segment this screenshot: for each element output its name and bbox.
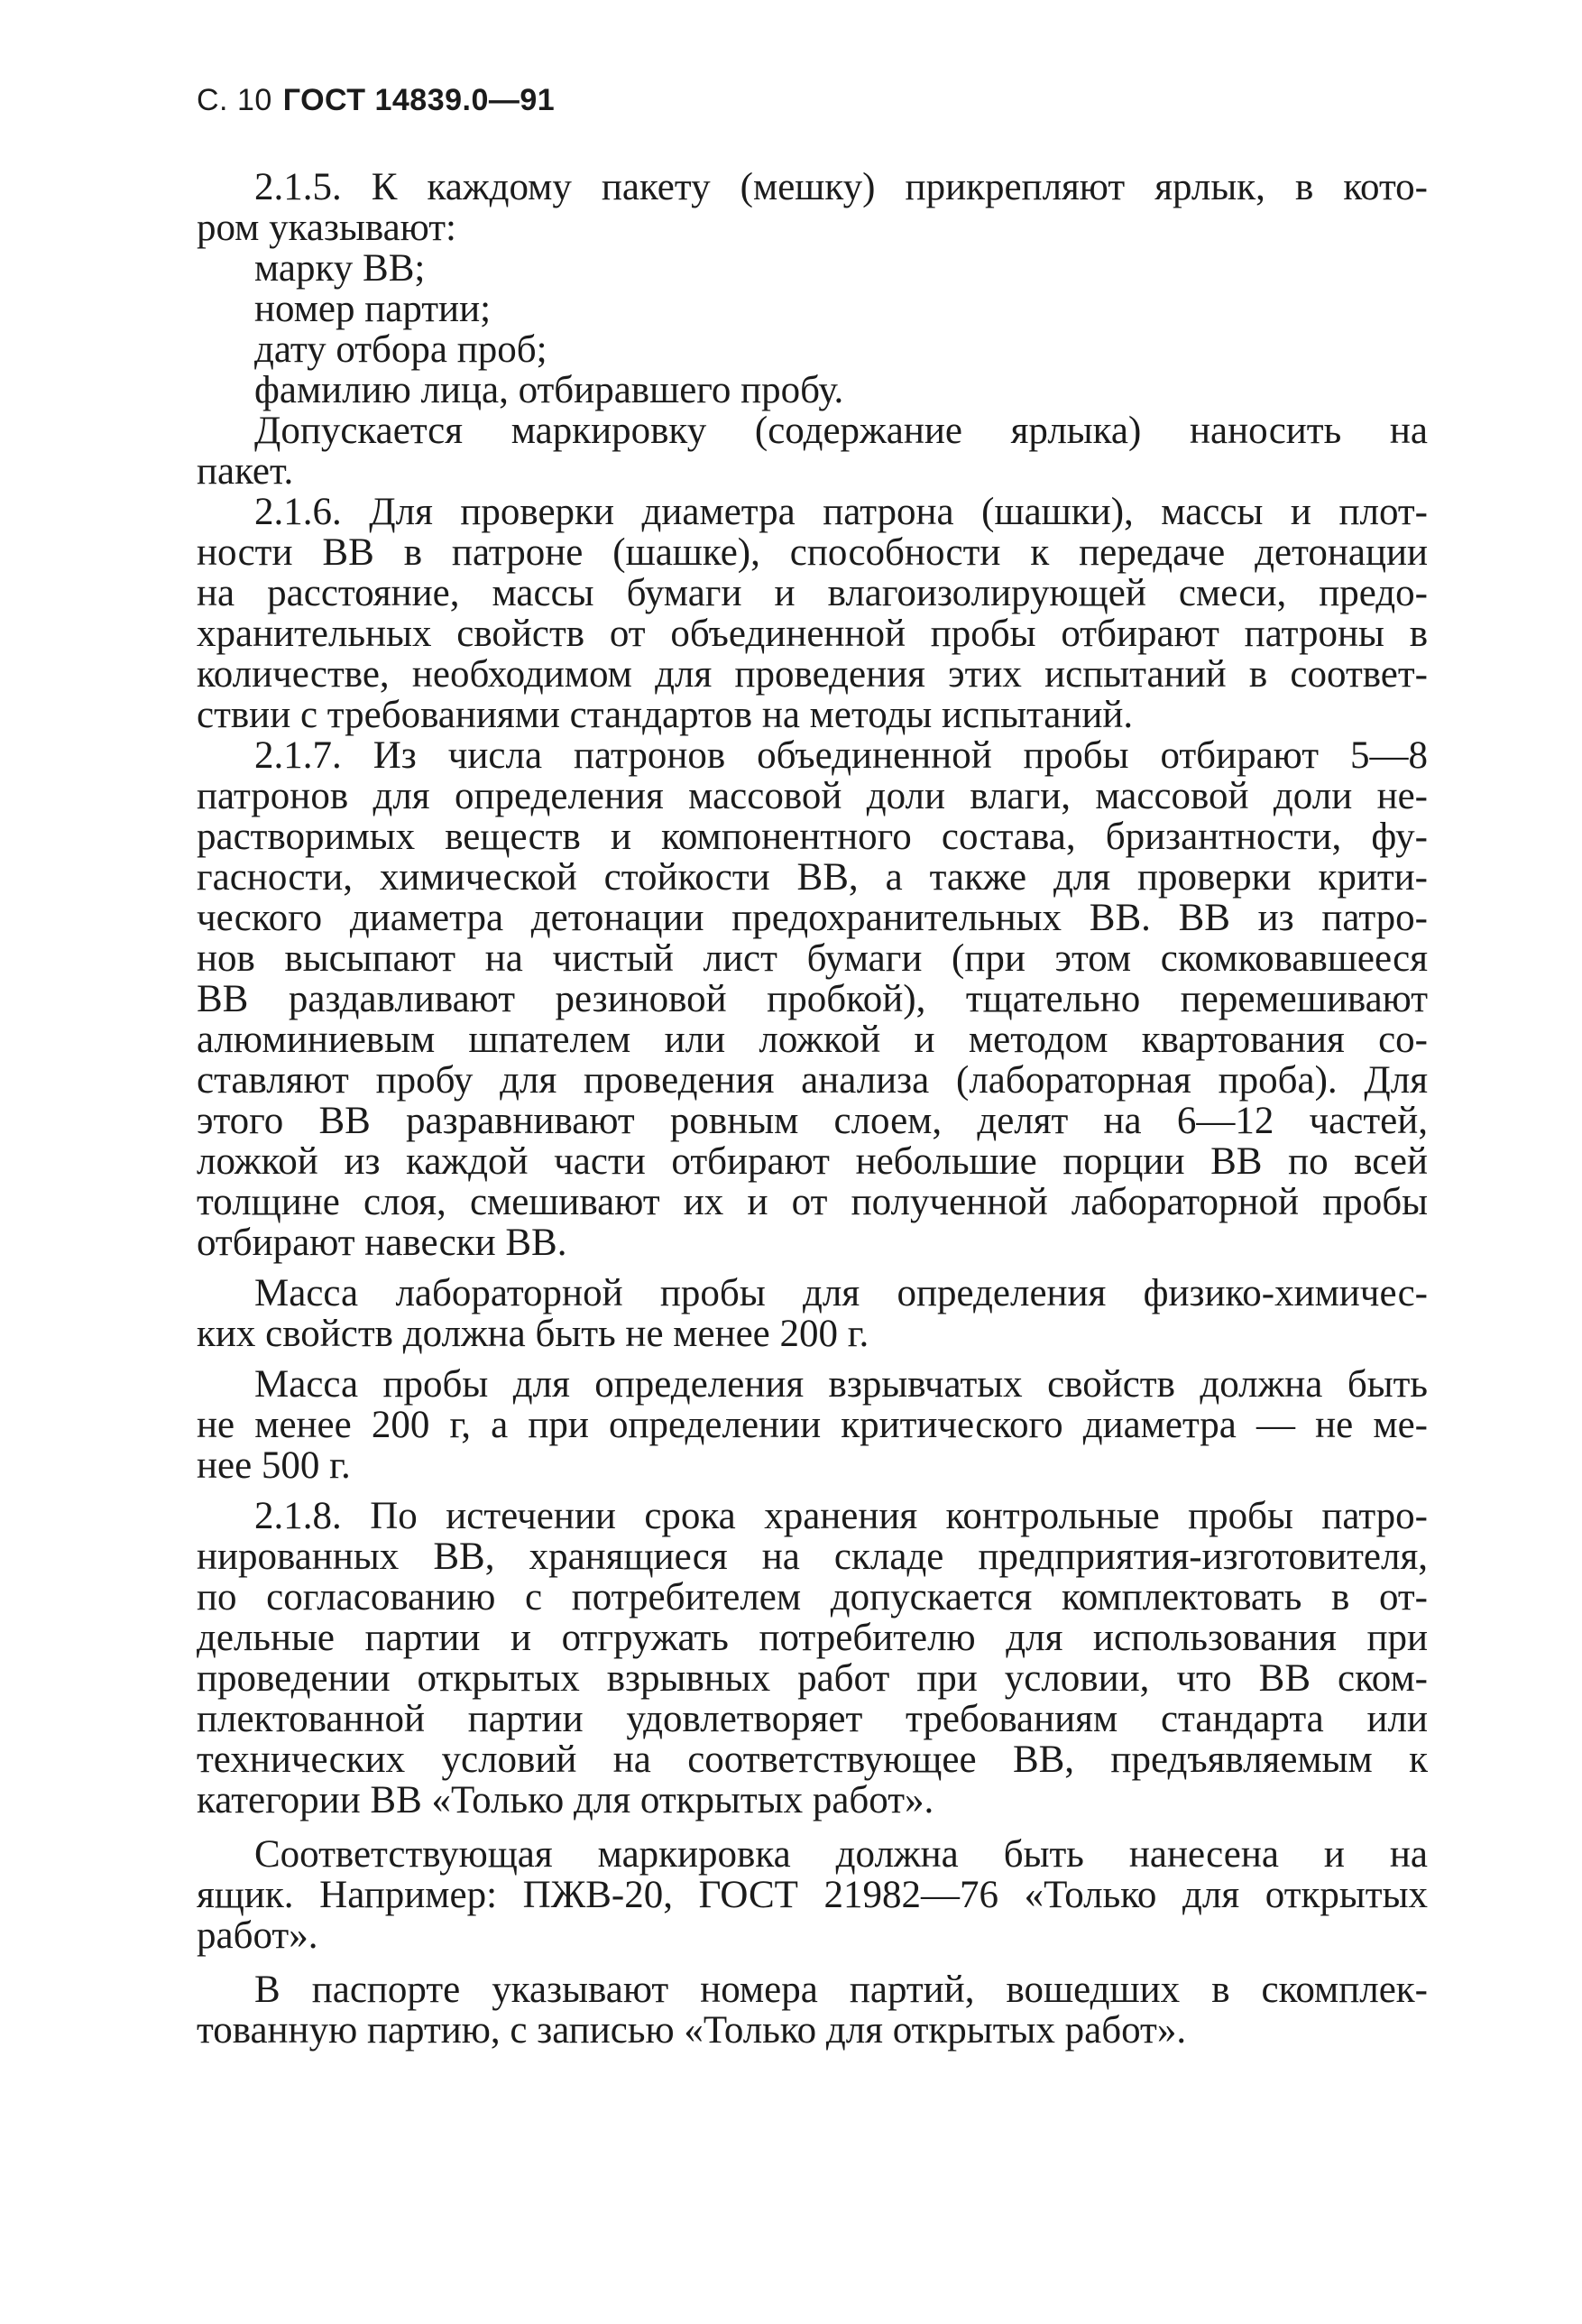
text-line: Допускается маркировку (содержание ярлыка) наносить на bbox=[254, 410, 1428, 452]
text-line: алюминиевым шпателем или ложкой и методом квартования со- bbox=[197, 1019, 1428, 1061]
text-line: ности ВВ в патроне (шашке), способности к передаче детонации bbox=[197, 531, 1428, 574]
text-line: ствии с требованиями стандартов на методы испытаний. bbox=[197, 694, 1134, 736]
text-line: патронов для определения массовой доли влаги, массовой доли не- bbox=[197, 775, 1428, 817]
text-line: на расстояние, массы бумаги и влагоизолирующей смеси, предо- bbox=[197, 572, 1428, 614]
text-line: нее 500 г. bbox=[197, 1444, 351, 1487]
text-line: работ». bbox=[197, 1914, 318, 1957]
text-line: Масса лабораторной пробы для определения физико-химичес- bbox=[254, 1272, 1428, 1314]
text-line: номер партии; bbox=[254, 288, 492, 330]
text-line: толщине слоя, смешивают их и от полученной лабораторной пробы bbox=[197, 1181, 1428, 1223]
text-line: дельные партии и отгружать потребителю для использования при bbox=[197, 1617, 1428, 1659]
text-line: категории ВВ «Только для открытых работ». bbox=[197, 1779, 934, 1821]
text-line: марку ВВ; bbox=[254, 247, 426, 290]
text-line: ких свойств должна быть не менее 200 г. bbox=[197, 1313, 869, 1355]
text-line: гасности, химической стойкости ВВ, а также для проверки крити- bbox=[197, 856, 1428, 899]
text-line: этого ВВ разравнивают ровным слоем, делят на 6—12 частей, bbox=[197, 1100, 1428, 1142]
text-line: 2.1.7. Из числа патронов объединенной пробы отбирают 5—8 bbox=[254, 734, 1428, 777]
text-line: по согласованию с потребителем допускается комплектовать в от- bbox=[197, 1576, 1428, 1618]
text-line: Масса пробы для определения взрывчатых свойств должна быть bbox=[254, 1363, 1428, 1406]
text-line: ВВ раздавливают резиновой пробкой), тщательно перемешивают bbox=[197, 978, 1428, 1020]
text-line: дату отбора проб; bbox=[254, 328, 547, 371]
text-line: ящик. Например: ПЖВ-20, ГОСТ 21982—76 «Только для открытых bbox=[197, 1874, 1428, 1916]
document-body bbox=[197, 167, 1428, 2051]
text-line: ром указывают: bbox=[197, 207, 456, 249]
text-line: растворимых веществ и компонентного состава, бризантности, фу- bbox=[197, 816, 1428, 858]
text-line: 2.1.8. По истечении срока хранения контрольные пробы патро- bbox=[254, 1495, 1428, 1537]
text-line: В паспорте указывают номера партий, вошедших в скомплек- bbox=[254, 1969, 1428, 2011]
text-line: проведении открытых взрывных работ при условии, что ВВ ском- bbox=[197, 1657, 1428, 1700]
page-number: С. 10 bbox=[197, 83, 272, 117]
standard-number: ГОСТ 14839.0—91 bbox=[282, 83, 556, 117]
text-line: количестве, необходимом для проведения этих испытаний в соответ- bbox=[197, 653, 1428, 696]
text-line: 2.1.5. К каждому пакету (мешку) прикрепляют ярлык, в кото- bbox=[254, 166, 1428, 208]
text-line: тованную партию, с записью «Только для открытых работ». bbox=[197, 2009, 1187, 2052]
text-line: 2.1.6. Для проверки диаметра патрона (шашки), массы и плот- bbox=[254, 491, 1428, 533]
text-line: нированных ВВ, хранящиеся на складе предприятия-изготовителя, bbox=[197, 1536, 1428, 1578]
text-line: ставляют пробу для проведения анализа (лабораторная проба). Для bbox=[197, 1059, 1428, 1102]
text-line: фамилию лица, отбиравшего пробу. bbox=[254, 369, 844, 411]
text-line: не менее 200 г, а при определении критического диаметра — не ме- bbox=[197, 1404, 1428, 1446]
page-header bbox=[197, 83, 555, 118]
text-line: пакет. bbox=[197, 450, 294, 493]
text-line: технических условий на соответствующее ВВ, предъявляемым к bbox=[197, 1738, 1428, 1781]
text-line: ческого диаметра детонации предохранительных ВВ. ВВ из патро- bbox=[197, 897, 1428, 939]
text-line: отбирают навески ВВ. bbox=[197, 1222, 567, 1264]
text-line: хранительных свойств от объединенной пробы отбирают патроны в bbox=[197, 613, 1428, 655]
text-line: Соответствующая маркировка должна быть нанесена и на bbox=[254, 1833, 1428, 1876]
text-line: плектованной партии удовлетворяет требованиям стандарта или bbox=[197, 1698, 1428, 1740]
text-line: ложкой из каждой части отбирают небольшие порции ВВ по всей bbox=[197, 1140, 1428, 1183]
text-line: нов высыпают на чистый лист бумаги (при этом скомковавшееся bbox=[197, 937, 1428, 980]
